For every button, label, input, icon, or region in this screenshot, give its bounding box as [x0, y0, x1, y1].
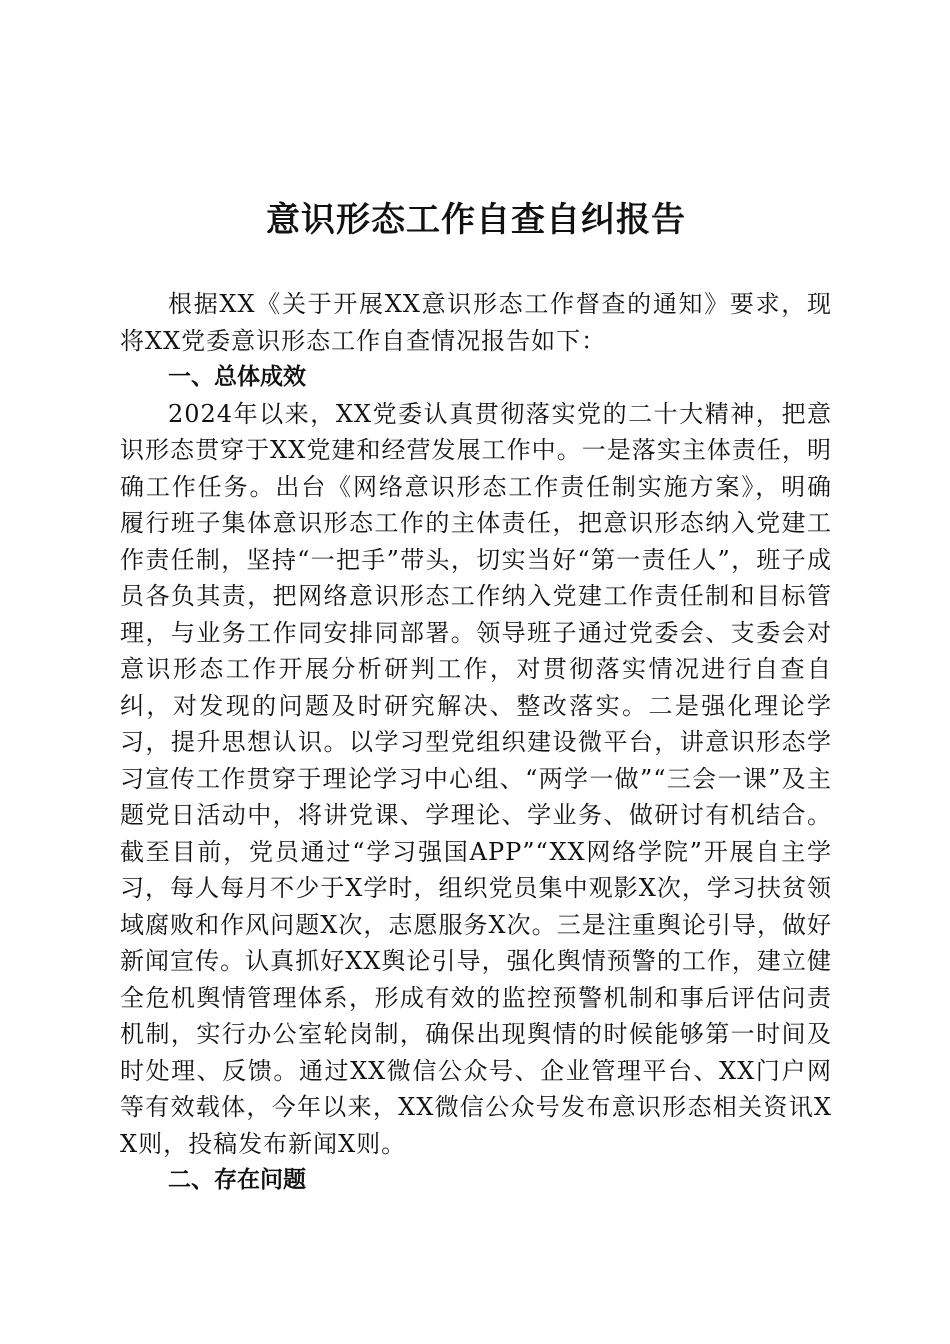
document-body: [120, 286, 832, 1199]
document-page: [120, 0, 832, 1344]
section-heading-achievements: 一、总体成效: [168, 364, 306, 390]
achievements-paragraph: 2024年以来，XX党委认真贯彻落实党的二十大精神，把意识形态贯穿于XX党建和经营发展工作中。一是落实主体责任，明确工作任务。出台《网络意识形态工作责任制实施方案》，明确履行班子集体意识形态工作的主体责任，把意识形态纳入党建工作责任制，坚持“一把手”带头，切实当好“第一责任人”，班子成员各负其责，把网络意识形态工作纳入党建工作责任制和目标管理，与业务工作同安排同部署。领导班子通过党委会、支委会对意识形态工作开展分析研判工作，对贯彻落实情况进行自查自纠，对发现的问题及时研究解决、整改落实。二是强化理论学习，提升思想认识。以学习型党组织建设微平台，讲意识形态学习宣传工作贯穿于理论学习中心组、“两学一做”“三会一课”及主题党日活动中，将讲党课、学理论、学业务、做研讨有机结合。截至目前，党员通过“学习强国APP”“XX网络学院”开展自主学习，每人每月不少于X学时，组织党员集中观影X次，学习扶贫领域腐败和作风问题X次，志愿服务X次。三是注重舆论引导，做好新闻宣传。认真抓好XX舆论引导，强化舆情预警的工作，建立健全危机舆情管理体系，形成有效的监控预警机制和事后评估问责机制，实行办公室轮岗制，确保出现舆情的时候能够第一时间及时处理、反馈。通过XX微信公众号、企业管理平台、XX门户网等有效载体，今年以来，XX微信公众号发布意识形态相关资讯XX则，投稿发布新闻X则。: [120, 399, 832, 1158]
document-title: 意识形态工作自查自纠报告: [266, 200, 686, 240]
intro-paragraph: 根据XX《关于开展XX意识形态工作督查的通知》要求，现将XX党委意识形态工作自查情况报告如下：: [120, 290, 832, 355]
section-heading-problems: 二、存在问题: [168, 1167, 306, 1193]
